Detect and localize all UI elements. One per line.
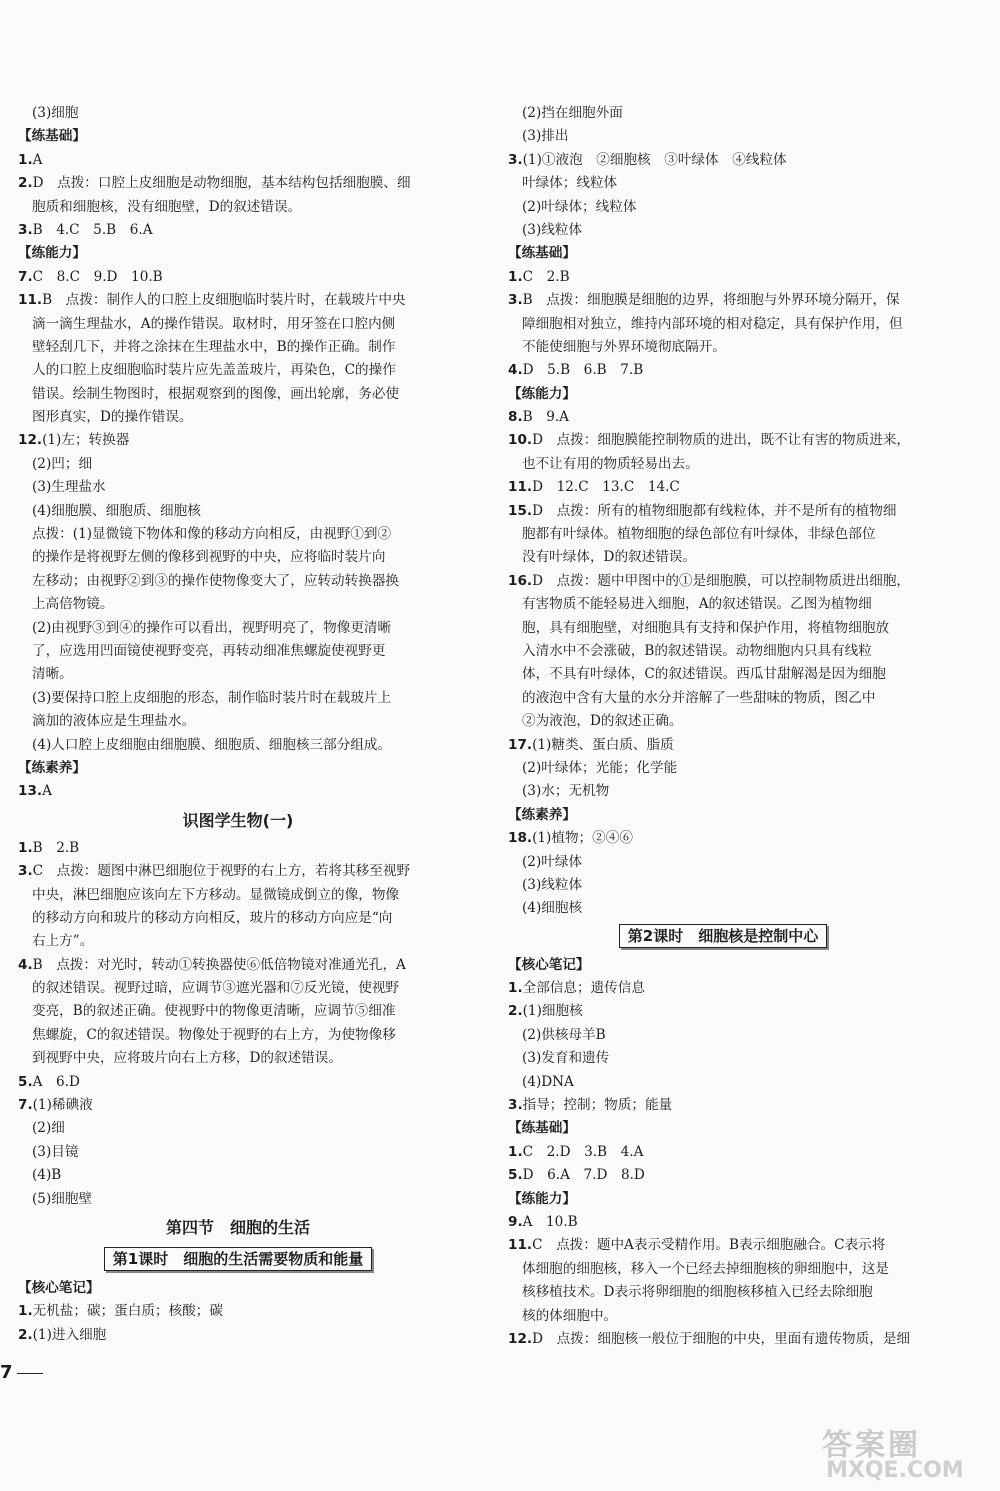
answer-text: 【练基础】 bbox=[508, 1120, 576, 1137]
question-number: 1. bbox=[18, 151, 33, 168]
answer-text: (3)线粒体 bbox=[522, 221, 583, 238]
question-number: 12. bbox=[18, 432, 43, 449]
answer-line bbox=[18, 954, 458, 977]
section-label bbox=[508, 383, 938, 406]
answer-line bbox=[508, 289, 938, 312]
question-number: 5. bbox=[18, 1073, 33, 1090]
answer-text: (4)人口腔上皮细胞由细胞膜、细胞质、细胞核三部分组成。 bbox=[32, 736, 392, 753]
section-label bbox=[18, 125, 458, 148]
answer-text: 有害物质不能轻易进入细胞，A的叙述错误。乙图为植物细 bbox=[522, 596, 872, 613]
answer-text: 的移动方向和玻片的移动方向相反，玻片的移动方向应是“向 bbox=[32, 909, 393, 926]
answer-line bbox=[508, 1281, 938, 1304]
answer-text: 中央，淋巴细胞应该向左下方移动。显微镜成倒立的像，物像 bbox=[32, 886, 400, 903]
answer-line bbox=[508, 977, 938, 1000]
answer-line bbox=[18, 617, 458, 640]
question-number: 3. bbox=[18, 863, 33, 880]
answer-text: 【练素养】 bbox=[508, 806, 576, 823]
answer-line bbox=[508, 734, 938, 757]
answer-line bbox=[508, 359, 938, 382]
answer-line bbox=[18, 977, 458, 1000]
answer-text: (3)生理盐水 bbox=[32, 479, 106, 496]
lesson-heading bbox=[508, 921, 938, 954]
question-number: 5. bbox=[508, 1167, 523, 1184]
answer-line bbox=[18, 837, 458, 860]
answer-line bbox=[508, 593, 938, 616]
answer-text: 图形真实，D的操作错误。 bbox=[32, 409, 193, 426]
answer-text: D 点拨：细胞膜能控制物质的进出，既不让有害的物质进来， bbox=[532, 432, 911, 449]
question-number: 12. bbox=[508, 1330, 533, 1347]
answer-line bbox=[508, 219, 938, 242]
answer-text: (2)凹；细 bbox=[32, 455, 93, 472]
answer-line bbox=[508, 523, 938, 546]
answer-line bbox=[18, 359, 458, 382]
question-number: 4. bbox=[18, 956, 33, 973]
answer-line bbox=[508, 1328, 938, 1351]
answer-line bbox=[18, 1300, 458, 1323]
answer-text: C 2.D 3.B 4.A bbox=[522, 1143, 644, 1160]
question-number: 2. bbox=[18, 1326, 33, 1343]
answer-text: (3)发育和遗传 bbox=[522, 1050, 610, 1067]
answer-line bbox=[508, 266, 938, 289]
answer-text: (3)目镜 bbox=[32, 1143, 79, 1160]
answer-text: 【练基础】 bbox=[18, 128, 86, 145]
question-number: 11. bbox=[18, 292, 43, 309]
answer-line bbox=[508, 336, 938, 359]
left-column bbox=[18, 102, 458, 1347]
answer-line bbox=[508, 1258, 938, 1281]
answer-line bbox=[18, 1188, 458, 1211]
answer-line bbox=[18, 383, 458, 406]
answer-text: B 点拨：对光时，转动①转换器使⑥低倍物镜对准通光孔，A bbox=[32, 956, 406, 973]
section-label bbox=[18, 1277, 458, 1300]
answer-line bbox=[18, 780, 458, 803]
section-label bbox=[508, 804, 938, 827]
answer-line bbox=[18, 196, 458, 219]
answer-line bbox=[18, 102, 458, 125]
section-title: 第四节 细胞的生活 bbox=[165, 1217, 310, 1237]
answer-text: 【练能力】 bbox=[508, 1190, 576, 1207]
answer-line bbox=[18, 336, 458, 359]
answer-line bbox=[18, 1094, 458, 1117]
answer-line bbox=[508, 453, 938, 476]
answer-text: D 点拨：细胞核一般位于细胞的中央，里面有遗传物质，是细 bbox=[532, 1330, 911, 1347]
answer-line bbox=[18, 1164, 458, 1187]
watermark-url: MXQE.COM bbox=[826, 1458, 964, 1483]
answer-text: 体，不具有叶绿体，C的叙述错误。西瓜甘甜解渴是因为细胞 bbox=[522, 666, 886, 683]
answer-line bbox=[18, 1024, 458, 1047]
answer-text: (4)细胞核 bbox=[522, 900, 583, 917]
answer-text: D 点拨：所有的植物细胞都有线粒体，并不是所有的植物细 bbox=[532, 502, 897, 519]
answer-text: (1)左；转换器 bbox=[42, 432, 130, 449]
answer-text: 变亮，B的叙述正确。使视野中的物像更清晰，应调节⑤细准 bbox=[32, 1003, 396, 1020]
answer-line bbox=[18, 453, 458, 476]
answer-line bbox=[508, 1094, 938, 1117]
question-number: 11. bbox=[508, 1237, 533, 1254]
answer-line bbox=[508, 1234, 938, 1257]
answer-line bbox=[18, 710, 458, 733]
answer-text: 右上方”。 bbox=[32, 933, 94, 950]
answer-text: 胞都有叶绿体。植物细胞的绿色部位有叶绿体，非绿色部位 bbox=[522, 526, 876, 543]
answer-text: C 点拨：题中A表示受精作用。B表示细胞融合。C表示将 bbox=[532, 1237, 886, 1254]
answer-line bbox=[18, 1047, 458, 1070]
answer-text: 的叙述错误。视野过暗，应调节③遮光器和⑦反光镜，使视野 bbox=[32, 980, 400, 997]
question-number: 7. bbox=[18, 268, 33, 285]
answer-text: (1)进入细胞 bbox=[32, 1326, 107, 1343]
watermark bbox=[822, 1420, 992, 1486]
answer-text: (1)植物；②④⑥ bbox=[532, 830, 633, 847]
answer-text: 障细胞相对独立，维持内部环境的相对稳定，具有保护作用，但 bbox=[522, 315, 903, 332]
answer-text: (2)由视野③到④的操作可以看出，视野明亮了，物像更清晰 bbox=[32, 619, 392, 636]
section-label bbox=[508, 954, 938, 977]
answer-text: 无机盐；碳；蛋白质；核酸；碳 bbox=[32, 1303, 223, 1320]
section-title: 识图学生物(一) bbox=[182, 810, 294, 830]
answer-text: B 点拨：制作人的口腔上皮细胞临时装片时，在载玻片中央 bbox=[42, 292, 406, 309]
answer-text: B 点拨：细胞膜是细胞的边界，将细胞与外界环境分隔开，保 bbox=[522, 292, 900, 309]
answer-text: (4)B bbox=[32, 1167, 62, 1184]
answer-line bbox=[508, 429, 938, 452]
lesson-heading bbox=[18, 1244, 458, 1277]
answer-text: 滴加的液体应是生理盐水。 bbox=[32, 713, 196, 730]
question-number: 10. bbox=[508, 432, 533, 449]
answer-line bbox=[18, 406, 458, 429]
answer-line bbox=[18, 313, 458, 336]
answer-text: 【练基础】 bbox=[508, 245, 576, 262]
answer-line bbox=[18, 640, 458, 663]
answer-text: 点拨：(1)显微镜下物体和像的移动方向相反，由视野①到② bbox=[32, 526, 392, 543]
section-label bbox=[508, 1188, 938, 1211]
answer-line bbox=[18, 172, 458, 195]
answer-text: (2)叶绿体 bbox=[522, 853, 583, 870]
answer-text: (2)细 bbox=[32, 1120, 65, 1137]
answer-line bbox=[18, 1324, 458, 1347]
answer-line bbox=[18, 429, 458, 452]
section-label bbox=[508, 1117, 938, 1140]
answer-text: (1)①液泡 ②细胞核 ③叶绿体 ④线粒体 bbox=[522, 151, 787, 168]
answer-line bbox=[18, 289, 458, 312]
answer-line bbox=[18, 1071, 458, 1094]
answer-text: B 2.B bbox=[32, 839, 80, 856]
section-label bbox=[508, 242, 938, 265]
answer-line bbox=[18, 687, 458, 710]
answer-line bbox=[18, 907, 458, 930]
answer-text: (2)供核母羊B bbox=[522, 1026, 606, 1043]
question-number: 2. bbox=[508, 1003, 523, 1020]
question-number: 7. bbox=[18, 1097, 33, 1114]
answer-text: (3)细胞 bbox=[32, 105, 79, 121]
lesson-heading-box: 第1课时 细胞的生活需要物质和能量 bbox=[104, 1247, 372, 1271]
answer-line bbox=[18, 500, 458, 523]
answer-line bbox=[18, 266, 458, 289]
answer-line bbox=[508, 1305, 938, 1328]
watermark-logo: 答案圈 bbox=[822, 1428, 921, 1463]
answer-text: 没有叶绿体，D的叙述错误。 bbox=[522, 549, 697, 566]
answer-text: (4)DNA bbox=[522, 1073, 574, 1090]
answer-line bbox=[508, 1164, 938, 1187]
answer-line bbox=[508, 617, 938, 640]
answer-text: B 9.A bbox=[522, 409, 569, 426]
section-label bbox=[18, 757, 458, 780]
answer-text: B 4.C 5.B 6.A bbox=[32, 221, 153, 238]
question-number: 1. bbox=[18, 1303, 33, 1320]
question-number: 15. bbox=[508, 502, 533, 519]
answer-line bbox=[508, 827, 938, 850]
answer-line bbox=[18, 593, 458, 616]
answer-text: (4)细胞膜、细胞质、细胞核 bbox=[32, 502, 201, 519]
answer-line bbox=[508, 1141, 938, 1164]
answer-text: (2)叶绿体；光能；化学能 bbox=[522, 759, 678, 776]
answer-line bbox=[508, 757, 938, 780]
answer-line bbox=[18, 734, 458, 757]
answer-text: 壁轻刮几下，并将之涂抹在生理盐水中，B的操作正确。制作 bbox=[32, 338, 396, 355]
answer-line bbox=[508, 313, 938, 336]
lesson-heading-box: 第2课时 细胞核是控制中心 bbox=[619, 924, 827, 948]
question-number: 1. bbox=[508, 980, 523, 997]
question-number: 9. bbox=[508, 1213, 523, 1230]
right-column bbox=[508, 102, 938, 1351]
answer-text: D 点拨：题中甲图中的①是细胞膜，可以控制物质进出细胞， bbox=[532, 572, 911, 589]
answer-text: 不能使细胞与外界环境彻底隔开。 bbox=[522, 338, 726, 355]
answer-text: D 12.C 13.C 14.C bbox=[532, 479, 680, 496]
answer-text: D 5.B 6.B 7.B bbox=[522, 362, 644, 379]
answer-text: 的操作是将视野左侧的像移到视野的中央，应将临时装片向 bbox=[32, 549, 386, 566]
answer-text: 滴一滴生理盐水，A的操作错误。取材时，用牙签在口腔内侧 bbox=[32, 315, 396, 332]
question-number: 16. bbox=[508, 572, 533, 589]
answer-line bbox=[18, 219, 458, 242]
answer-line bbox=[18, 546, 458, 569]
answer-text: 清晰。 bbox=[32, 666, 73, 683]
answer-text: 【练素养】 bbox=[18, 759, 86, 776]
answer-text: 到视野中央，应将玻片向右上方移，D的叙述错误。 bbox=[32, 1050, 342, 1067]
question-number: 17. bbox=[508, 736, 533, 753]
answer-text: 叶绿体；线粒体 bbox=[522, 175, 618, 192]
answer-line bbox=[508, 149, 938, 172]
answer-line bbox=[18, 570, 458, 593]
answer-line bbox=[508, 663, 938, 686]
answer-line bbox=[508, 1024, 938, 1047]
answer-text: 指导；控制；物质；能量 bbox=[522, 1097, 673, 1114]
answer-text: A bbox=[32, 151, 43, 168]
answer-line bbox=[508, 1047, 938, 1070]
section-label bbox=[18, 242, 458, 265]
answer-text: 的液泡中含有大量的水分并溶解了一些甜味的物质，图乙中 bbox=[522, 689, 876, 706]
answer-line bbox=[18, 523, 458, 546]
answer-text: A 10.B bbox=[522, 1213, 578, 1230]
answer-text: 焦螺旋，C的叙述错误。物像处于视野的右上方，为使物像移 bbox=[32, 1026, 396, 1043]
answer-line bbox=[508, 1000, 938, 1023]
answer-line bbox=[508, 196, 938, 219]
answer-text: C 8.C 9.D 10.B bbox=[32, 268, 163, 285]
answer-line bbox=[18, 860, 458, 883]
answer-line bbox=[508, 102, 938, 125]
answer-text: (3)要保持口腔上皮细胞的形态，制作临时装片时在载玻片上 bbox=[32, 689, 392, 706]
answer-line bbox=[18, 1117, 458, 1140]
answer-line bbox=[508, 687, 938, 710]
answer-line bbox=[508, 476, 938, 499]
answer-text: 入清水中不会涨破，B的叙述错误。动物细胞内只具有线粒 bbox=[522, 642, 872, 659]
page-number: 7 bbox=[0, 1362, 43, 1383]
answer-text: A bbox=[42, 783, 52, 800]
answer-line bbox=[508, 1211, 938, 1234]
answer-line bbox=[508, 874, 938, 897]
answer-text: D 6.A 7.D 8.D bbox=[522, 1167, 645, 1184]
question-number: 11. bbox=[508, 479, 533, 496]
answer-text: C 2.B bbox=[522, 268, 570, 285]
answer-line bbox=[508, 640, 938, 663]
answer-text: (1)稀碘液 bbox=[32, 1097, 93, 1114]
answer-text: 【练能力】 bbox=[508, 385, 576, 402]
answer-text: A 6.D bbox=[32, 1073, 80, 1090]
answer-text: (1)细胞核 bbox=[522, 1003, 583, 1020]
answer-text: 人的口腔上皮细胞临时装片应先盖盖玻片，再染色，C的操作 bbox=[32, 362, 396, 379]
answer-line bbox=[508, 172, 938, 195]
answer-line bbox=[18, 1000, 458, 1023]
answer-line bbox=[508, 570, 938, 593]
answer-line bbox=[508, 780, 938, 803]
answer-line bbox=[508, 710, 938, 733]
answer-text: 核的体细胞中。 bbox=[522, 1307, 618, 1324]
answer-line bbox=[508, 546, 938, 569]
question-number: 3. bbox=[18, 221, 33, 238]
answer-line bbox=[18, 663, 458, 686]
question-number: 3. bbox=[508, 151, 523, 168]
answer-text: 也不让有用的物质轻易出去。 bbox=[522, 455, 699, 472]
answer-line bbox=[18, 884, 458, 907]
answer-line bbox=[508, 125, 938, 148]
answer-line bbox=[18, 930, 458, 953]
answer-text: ②为液泡，D的叙述正确。 bbox=[522, 713, 683, 730]
answer-text: (3)线粒体 bbox=[522, 876, 583, 893]
question-number: 4. bbox=[508, 362, 523, 379]
answer-text: 了，应选用凹面镜使视野变亮，再转动细准焦螺旋使视野更 bbox=[32, 642, 386, 659]
answer-text: 【练能力】 bbox=[18, 245, 86, 262]
question-number: 1. bbox=[508, 1143, 523, 1160]
question-number: 1. bbox=[18, 839, 33, 856]
answer-text: 体细胞的细胞核，移入一个已经去掉细胞核的卵细胞中，这是 bbox=[522, 1260, 890, 1277]
answer-line bbox=[508, 851, 938, 874]
answer-text: (5)细胞壁 bbox=[32, 1190, 93, 1207]
answer-text: (3)排出 bbox=[522, 128, 569, 145]
answer-text: (3)水；无机物 bbox=[522, 783, 610, 800]
answer-text: D 点拨：口腔上皮细胞是动物细胞，基本结构包括细胞膜、细 bbox=[32, 175, 411, 192]
answer-text: 胞，具有细胞壁，对细胞具有支持和保护作用，将植物细胞放 bbox=[522, 619, 890, 636]
question-number: 13. bbox=[18, 783, 43, 800]
answer-text: 左移动；由视野②到③的操作使物像变大了，应转动转换器换 bbox=[32, 572, 400, 589]
question-number: 3. bbox=[508, 292, 523, 309]
answer-text: 【核心笔记】 bbox=[18, 1279, 100, 1296]
answer-line bbox=[508, 1071, 938, 1094]
answer-text: 全部信息；遗传信息 bbox=[522, 980, 645, 997]
answer-line bbox=[508, 500, 938, 523]
question-number: 1. bbox=[508, 268, 523, 285]
answer-line bbox=[18, 476, 458, 499]
answer-text: (2)叶绿体；线粒体 bbox=[522, 198, 637, 215]
question-number: 2. bbox=[18, 175, 33, 192]
answer-text: (1)糖类、蛋白质、脂质 bbox=[532, 736, 674, 753]
answer-line bbox=[508, 897, 938, 920]
question-number: 8. bbox=[508, 409, 523, 426]
answer-line bbox=[508, 406, 938, 429]
answer-text: 核移植技术。D表示将卵细胞的细胞核移植入已经去除细胞 bbox=[522, 1284, 873, 1301]
answer-line bbox=[18, 149, 458, 172]
answer-text: C 点拨：题图中淋巴细胞位于视野的右上方，若将其移至视野 bbox=[32, 863, 411, 880]
answer-text: 胞质和细胞核，没有细胞壁，D的叙述错误。 bbox=[32, 198, 302, 215]
answer-line bbox=[18, 1141, 458, 1164]
answer-text: 【核心笔记】 bbox=[508, 956, 590, 973]
answer-text: 错误。绘制生物图时，根据观察到的图像，画出轮廓，务必使 bbox=[32, 385, 400, 402]
question-number: 3. bbox=[508, 1097, 523, 1114]
answer-text: 上高倍物镜。 bbox=[32, 596, 114, 613]
question-number: 18. bbox=[508, 830, 533, 847]
answer-text: (2)挡在细胞外面 bbox=[522, 105, 623, 121]
